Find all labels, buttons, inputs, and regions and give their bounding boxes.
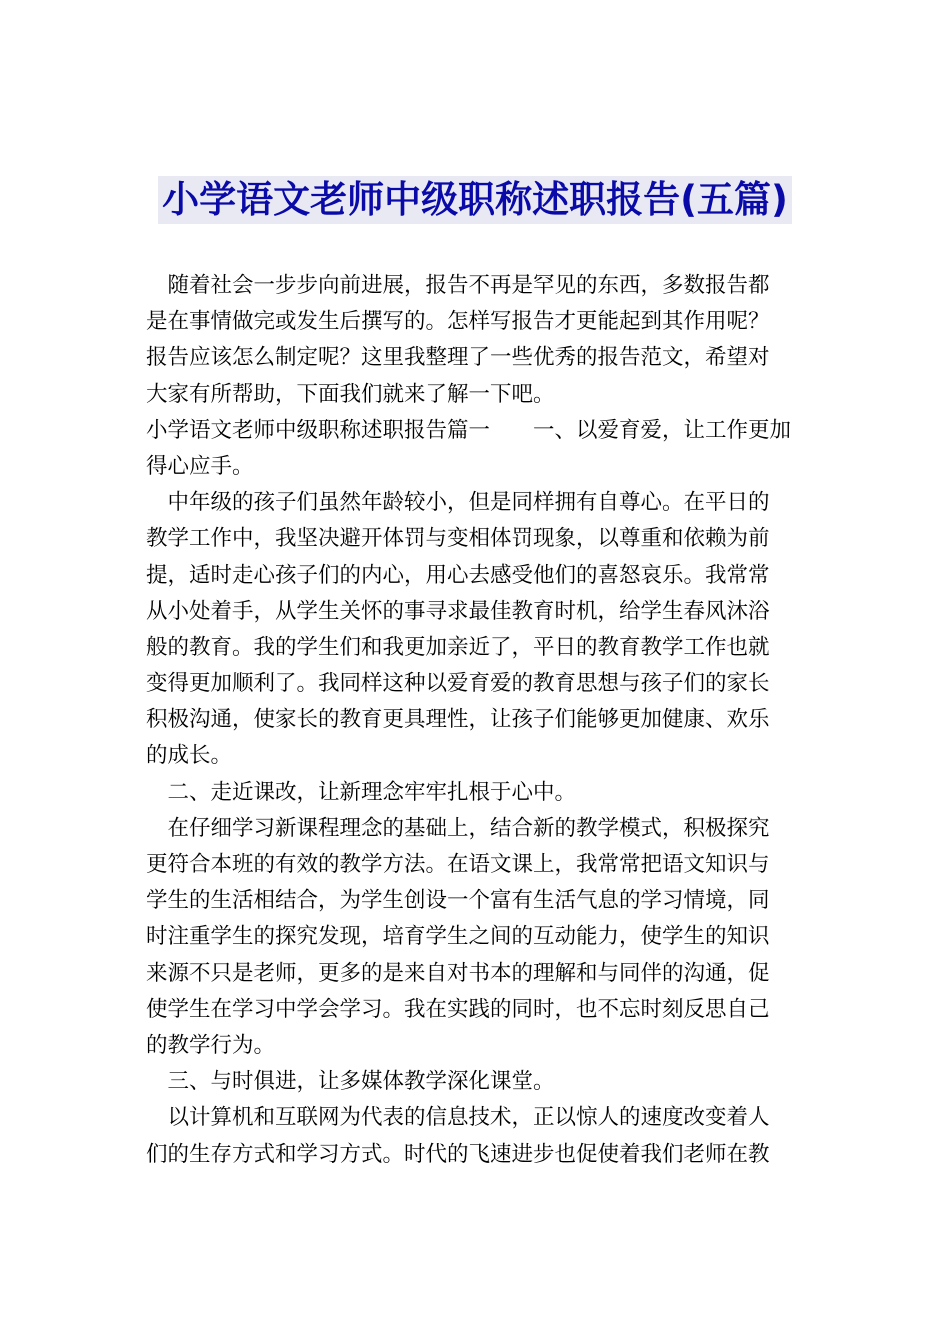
text-line: 提，适时走心孩子们的内心，用心去感受他们的喜怒哀乐。我常常 [146,562,770,588]
text-line: 使学生在学习中学会学习。我在实践的同时，也不忘时刻反思自己 [146,996,770,1022]
text-line: 时注重学生的探究发现，培育学生之间的互动能力，使学生的知识 [146,924,770,950]
text-line: 从小处着手，从学生关怀的事寻求最佳教育时机，给学生春风沐浴 [146,598,770,624]
text-line: 的成长。 [146,743,233,769]
text-line: 大家有所帮助，下面我们就来了解一下吧。 [146,381,555,407]
text-line: 小学语文老师中级职称述职报告篇一 一、以爱育爱，让工作更加 [146,417,792,443]
text-line: 报告应该怎么制定呢？这里我整理了一些优秀的报告范文，希望对 [146,345,770,371]
text-line: 积极沟通，使家长的教育更具理性，让孩子们能够更加健康、欢乐 [146,707,770,733]
document-title: 小学语文老师中级职称述职报告(五篇) [158,176,792,224]
title-container [0,176,950,224]
text-line: 们的生存方式和学习方式。时代的飞速进步也促使着我们老师在教 [146,1141,770,1167]
text-line: 是在事情做完或发生后撰写的。怎样写报告才更能起到其作用呢？ [146,309,770,335]
text-line: 般的教育。我的学生们和我更加亲近了，平日的教育教学工作也就 [146,634,770,660]
text-line: 中年级的孩子们虽然年龄较小，但是同样拥有自尊心。在平日的 [146,490,770,516]
text-line: 二、走近课改，让新理念牢牢扎根于心中。 [146,779,577,805]
text-line: 教学工作中，我坚决避开体罚与变相体罚现象，以尊重和依赖为前 [146,526,770,552]
text-line: 得心应手。 [146,453,254,479]
text-line: 的教学行为。 [146,1032,276,1058]
text-line: 在仔细学习新课程理念的基础上，结合新的教学模式，积极探究 [146,815,770,841]
text-line: 三、与时俱进，让多媒体教学深化课堂。 [146,1069,555,1095]
text-line: 以计算机和互联网为代表的信息技术，正以惊人的速度改变着人 [146,1105,770,1131]
text-line: 随着社会一步步向前进展，报告不再是罕见的东西，多数报告都 [146,273,770,298]
text-line: 学生的生活相结合，为学生创设一个富有生活气息的学习情境，同 [146,888,770,914]
text-line: 变得更加顺利了。我同样这种以爱育爱的教育思想与孩子们的家长 [146,671,770,697]
document-body [146,268,808,1173]
text-line: 更符合本班的有效的教学方法。在语文课上，我常常把语文知识与 [146,852,770,877]
text-line: 来源不只是老师，更多的是来自对书本的理解和与同伴的沟通，促 [146,960,770,986]
